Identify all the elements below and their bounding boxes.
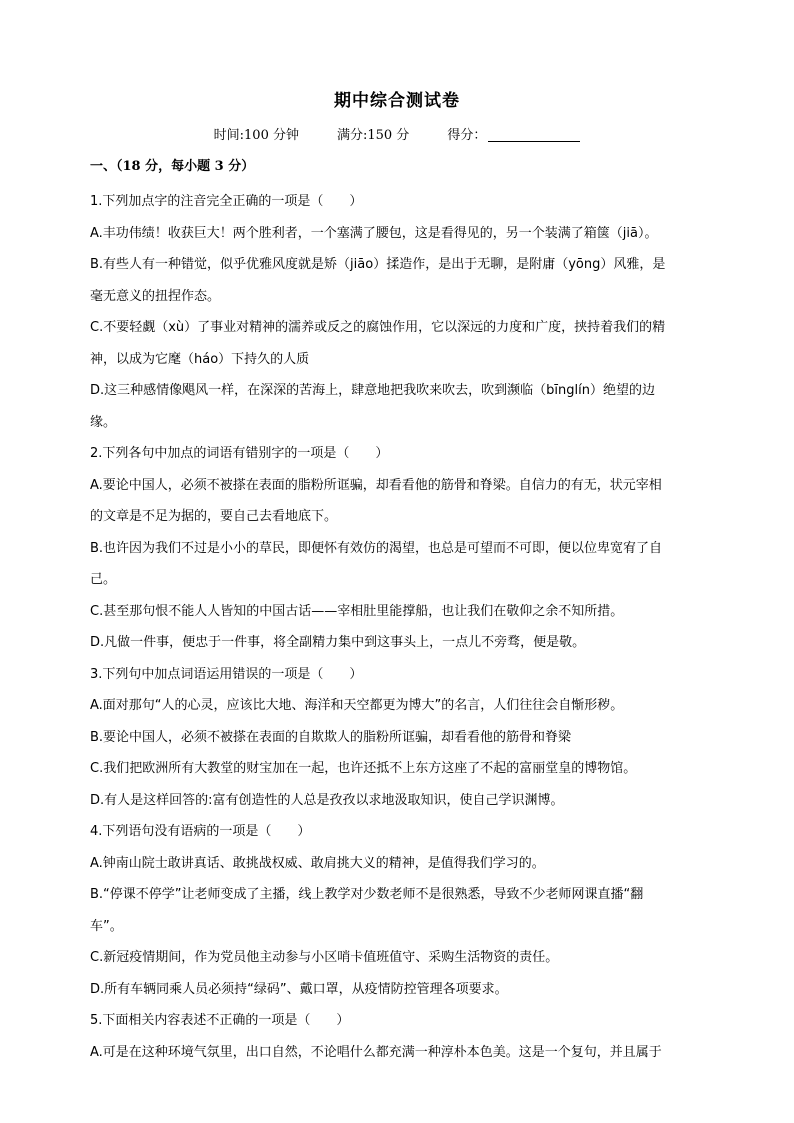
text-line: C.甚至那句恨不能人人皆知的中国古话——宰相肚里能撑船，也让我们在敬仰之余不知所措。 [90,603,624,619]
text-line: B.要论中国人，必须不被搽在表面的自欺欺人的脂粉所诓骗，却看看他的筋骨和脊梁 [90,729,572,745]
text-line: D.所有车辆同乘人员必须持“绿码”、戴口罩，从疫情防控管理各项要求。 [90,981,508,997]
text-line: A.钟南山院士敢讲真话、敢挑战权威、敢肩挑大义的精神，是值得我们学习的。 [90,855,545,871]
score-label: 得分： [447,128,487,143]
text-line: 5.下面相关内容表述不正确的一项是（ ） [90,1013,350,1028]
text-line: A.可是在这种环境气氛里，出口自然，不论唱什么都充满一种淳朴本色美。这是一个复句，并且属于 [90,1044,662,1060]
text-line: A.丰功伟绩！收获巨大！两个胜利者，一个塞满了腰包，这是看得见的，另一个装满了箱箧（jiā）。 [90,225,658,241]
text-line: D.凡做一件事，便忠于一件事，将全副精力集中到这事头上，一点儿不旁骛，便是敬。 [90,635,586,650]
page-title: 期中综合测试卷 [334,91,460,111]
text-line: 缘。 [90,414,117,430]
full-score: 满分:150 分 [336,128,410,143]
text-line: 车”。 [90,918,123,934]
text-line: 毫无意义的扭捏作态。 [90,288,221,304]
time-limit: 时间:100 分钟 [213,128,299,143]
text-line: D.这三种感情像飓风一样，在深深的苦海上，肆意地把我吹来吹去，吹到濒临（bīnglín）绝望的边 [90,383,655,398]
section-heading: 一、（18 分，每小题 3 分） [90,159,255,174]
text-line: 2.下列各句中加点的词语有错别字的一项是（ ） [90,446,389,461]
text-line: C.不要轻觑（xù）了事业对精神的濡养或反之的腐蚀作用，它以深远的力度和广度，挟持着我们的精 [90,320,666,335]
text-line: C.我们把欧洲所有大教堂的财宝加在一起，也许还抵不上东方这座了不起的富丽堂皇的博物馆。 [90,761,637,776]
exam-meta [0,124,794,143]
text-line: A.要论中国人，必须不被搽在表面的脂粉所诓骗，却看看他的筋骨和脊梁。自信力的有无，状元宰相 [90,477,662,493]
text-line: 神，以成为它麾（háo）下持久的人质 [90,351,310,367]
text-line: 3.下列句中加点词语运用错误的一项是（ ） [90,666,363,682]
text-line: B.也许因为我们不过是小小的草民，即便怀有效仿的渴望，也总是可望而不可即，便以位卑宽宥了自 [90,540,663,556]
text-line: 的文章是不足为据的，要自己去看地底下。 [90,509,338,524]
text-line: C.新冠疫情期间，作为党员他主动参与小区哨卡值班值守、采购生活物资的责任。 [90,950,559,965]
text-line: 己。 [90,572,117,587]
score-blank [488,127,580,142]
text-line: 4.下列语句没有语病的一项是（ ） [90,824,311,839]
text-line: A.面对那句“人的心灵，应该比大地、海洋和天空都更为博大”的名言，人们往往会自惭形秽。 [90,698,624,713]
text-line: 1.下列加点字的注音完全正确的一项是（ ） [90,194,363,209]
text-line: B.“停课不停学”让老师变成了主播，线上教学对少数老师不是很熟悉，导致不少老师网课直播“翻 [90,887,644,902]
text-line: D.有人是这样回答的:富有创造性的人总是孜孜以求地汲取知识，使自己学识渊博。 [90,792,564,808]
text-line: B.有些人有一种错觉，似乎优雅风度就是矫（jiāo）揉造作，是出于无聊，是附庸（yōng）风雅，是 [90,257,666,272]
question-body [90,186,704,1068]
